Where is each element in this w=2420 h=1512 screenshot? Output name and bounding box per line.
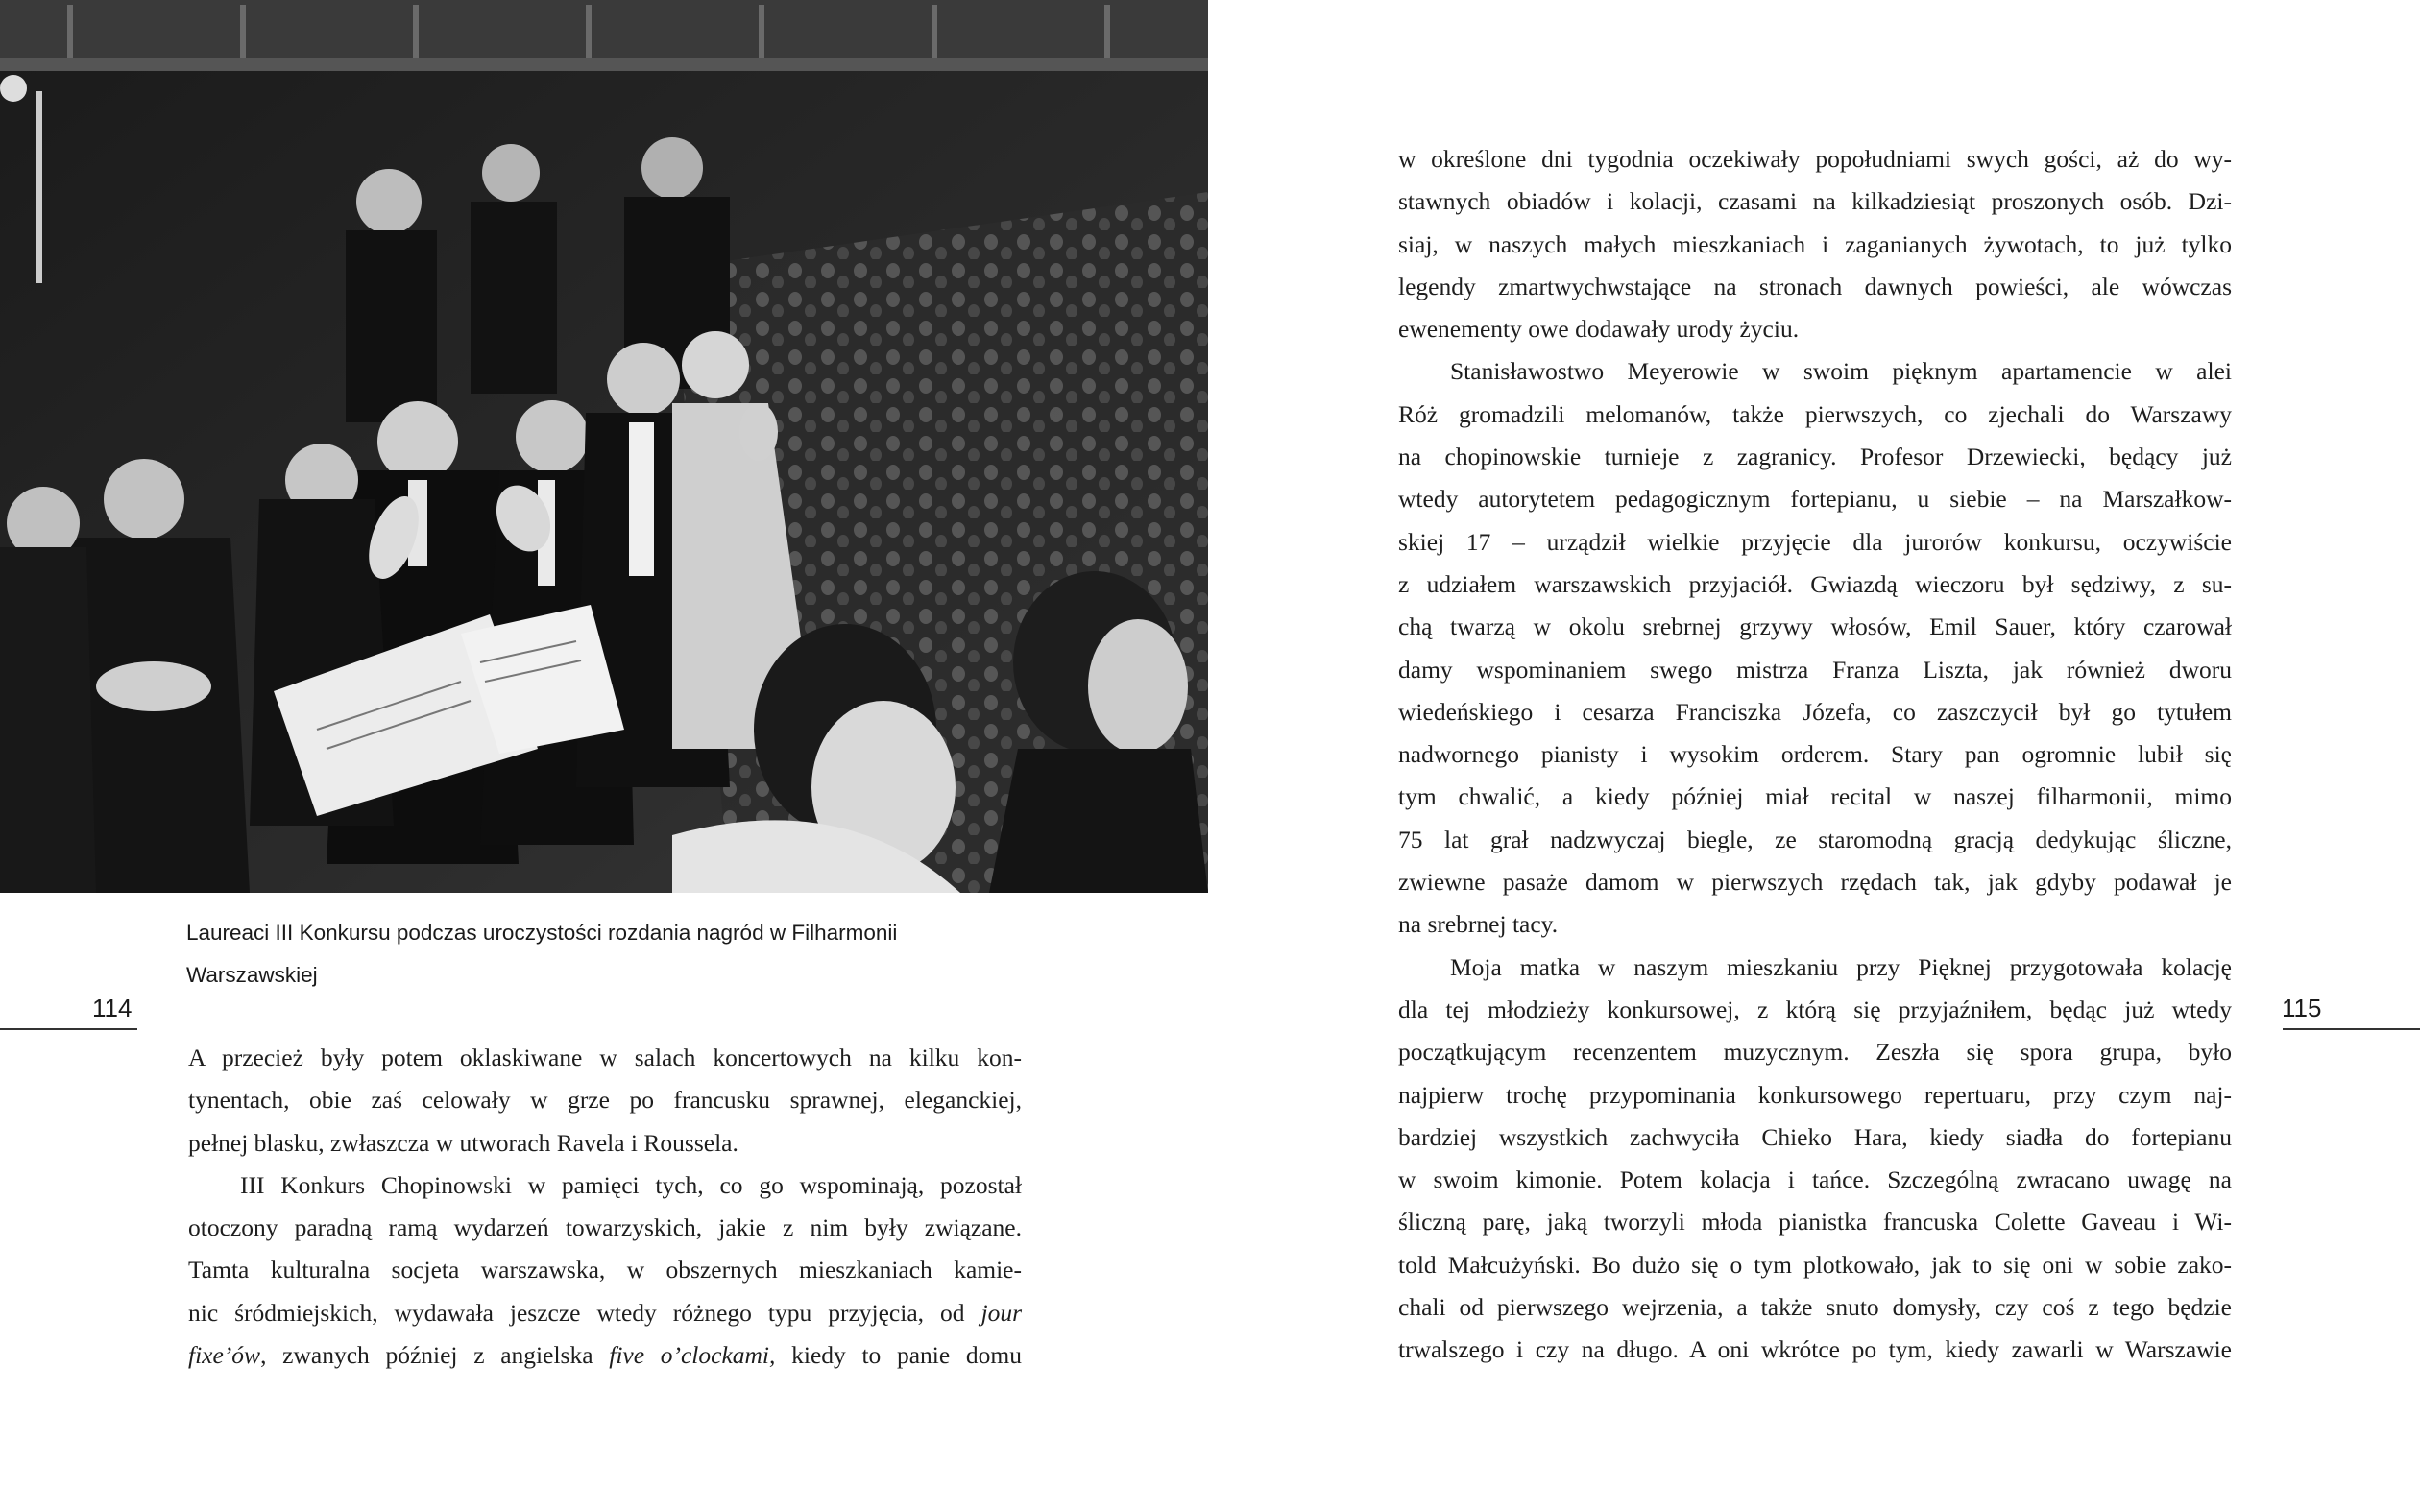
right-page-body bbox=[1398, 138, 2232, 1372]
page-number-left: 114 bbox=[92, 994, 133, 1022]
text-line: Róż gromadzili melomanów, także pierwszych, co zjechali do Warszawy bbox=[1398, 399, 2232, 428]
text-line: legendy zmartwychwstające na stronach dawnych powieści, ale wówczas bbox=[1398, 272, 2232, 300]
text-line: wiedeńskiego i cesarza Franciszka Józefa, co zaszczycił był go tytułem bbox=[1398, 697, 2232, 726]
photo-caption bbox=[186, 912, 1051, 996]
text-line: najpierw trochę przypominania konkursowego repertuaru, przy czym naj- bbox=[1398, 1080, 2232, 1109]
italic-term: jour bbox=[980, 1298, 1022, 1327]
text-line: w określone dni tygodnia oczekiwały popołudniami swych gości, aż do wy- bbox=[1398, 145, 2232, 173]
text-line: Stanisławostwo Meyerowie w swoim pięknym apartamencie w alei bbox=[1450, 357, 2232, 386]
paragraph bbox=[1398, 138, 2232, 350]
text-line: A przecież były potem oklaskiwane w salach koncertowych na kilku kon- bbox=[188, 1044, 1022, 1071]
text-line: siaj, w naszych małych mieszkaniach i zaganianych żywotach, to już tylko bbox=[1398, 229, 2232, 258]
caption-line-1: Laureaci III Konkursu podczas uroczystości rozdania nagród w Filharmonii bbox=[186, 921, 898, 945]
text-line: z udziałem warszawskich przyjaciół. Gwiazdą wieczoru był sędziwy, z su- bbox=[1398, 569, 2232, 598]
text-line: dla tej młodzieży konkursowej, z którą się przyjaźniłem, będąc już wtedy bbox=[1398, 995, 2232, 1023]
text-line: otoczony paradną ramą wydarzeń towarzyskich, jakie z nim były związane. bbox=[188, 1213, 1022, 1242]
left-page-body bbox=[188, 1037, 1022, 1377]
text-line: Tamta kulturalna socjeta warszawska, w obszernych mieszkaniach kamie- bbox=[188, 1256, 1022, 1284]
text-line: trwalszego i czy na długo. A oni wkrótce po tym, kiedy zawarli w Warszawie bbox=[1398, 1335, 2232, 1364]
text-line: 75 lat grał nadzwyczaj biegle, ze staromodną gracją dedykując śliczne, bbox=[1398, 825, 2232, 853]
text-run: nic śródmiejskich, wydawała jeszcze wtedy różnego typu przyjęcia, od bbox=[188, 1298, 981, 1327]
folio-rule-left bbox=[0, 1028, 137, 1030]
text-line: III Konkurs Chopinowski w pamięci tych, co go wspominają, pozostał bbox=[240, 1170, 1022, 1199]
concert-hall-photograph bbox=[0, 0, 1208, 893]
paragraph bbox=[1398, 350, 2232, 946]
caption-line-2: Warszawskiej bbox=[186, 963, 318, 987]
text-line: bardziej wszystkich zachwyciła Chieko Hara, kiedy siadła do fortepianu bbox=[1398, 1122, 2232, 1151]
paragraph bbox=[1398, 947, 2232, 1372]
text-line: w swoim kimonie. Potem kolacja i tańce. Szczególną zwracano uwagę na bbox=[1398, 1165, 2232, 1194]
text-run: , zwanych później z angielska bbox=[260, 1341, 610, 1370]
text-line: chą twarzą w okolu srebrnej grzywy włosów, Emil Sauer, który czarował bbox=[1398, 612, 2232, 641]
paragraph bbox=[188, 1037, 1022, 1164]
text-line: na chopinowskie turnieje z zagranicy. Profesor Drzewiecki, będący już bbox=[1398, 443, 2232, 471]
italic-term: fixe’ów bbox=[188, 1341, 261, 1370]
photo-illustration bbox=[0, 0, 1208, 893]
text-line: wtedy autorytetem pedagogicznym fortepianu, u siebie – na Marszałkow- bbox=[1398, 485, 2232, 514]
text-line bbox=[188, 1334, 1022, 1377]
text-line: ewenementy owe dodawały urody życiu. bbox=[1398, 315, 1800, 344]
text-line: początkującym recenzentem muzycznym. Zeszła się spora grupa, było bbox=[1398, 1038, 2232, 1067]
text-line: zwiewne pasaże damom w pierwszych rzędach tak, jak gdyby podawał je bbox=[1398, 868, 2232, 897]
text-line: told Małcużyński. Bo dużo się o tym plotkowało, jak to się oni w sobie zako- bbox=[1398, 1250, 2232, 1279]
text-line: tynentach, obie zaś celowały w grze po francusku sprawnej, eleganckiej, bbox=[188, 1086, 1022, 1115]
italic-term: five o’clockami, bbox=[609, 1341, 776, 1370]
text-line: Moja matka w naszym mieszkaniu przy Pięknej przygotowała kolację bbox=[1450, 952, 2232, 981]
text-line: damy wspominaniem swego mistrza Franza Liszta, jak również dworu bbox=[1398, 655, 2232, 684]
text-line: stawnych obiadów i kolacji, czasami na kilkadziesiąt proszonych osób. Dzi- bbox=[1398, 187, 2232, 216]
text-line bbox=[188, 1292, 1022, 1334]
text-line: nadwornego pianisty i wysokim orderem. Stary pan ogromnie lubił się bbox=[1398, 740, 2232, 769]
text-line: pełnej blasku, zwłaszcza w utworach Ravela i Roussela. bbox=[188, 1128, 738, 1157]
text-line: śliczną parę, jaką tworzyli młoda pianistka francuska Colette Gaveau i Wi- bbox=[1398, 1208, 2232, 1236]
paragraph bbox=[188, 1164, 1022, 1377]
text-line: tym chwalić, a kiedy później miał recital w naszej filharmonii, mimo bbox=[1398, 782, 2232, 811]
text-run: kiedy to panie domu bbox=[775, 1341, 1022, 1370]
text-line: chali od pierwszego wejrzenia, a także snuto domysły, czy coś z tego będzie bbox=[1398, 1293, 2232, 1322]
text-line: skiej 17 – urządził wielkie przyjęcie dla jurorów konkursu, oczywiście bbox=[1398, 527, 2232, 556]
text-line: na srebrnej tacy. bbox=[1398, 910, 1559, 939]
page-number-right: 115 bbox=[2282, 994, 2322, 1022]
folio-rule-right bbox=[2283, 1028, 2420, 1030]
